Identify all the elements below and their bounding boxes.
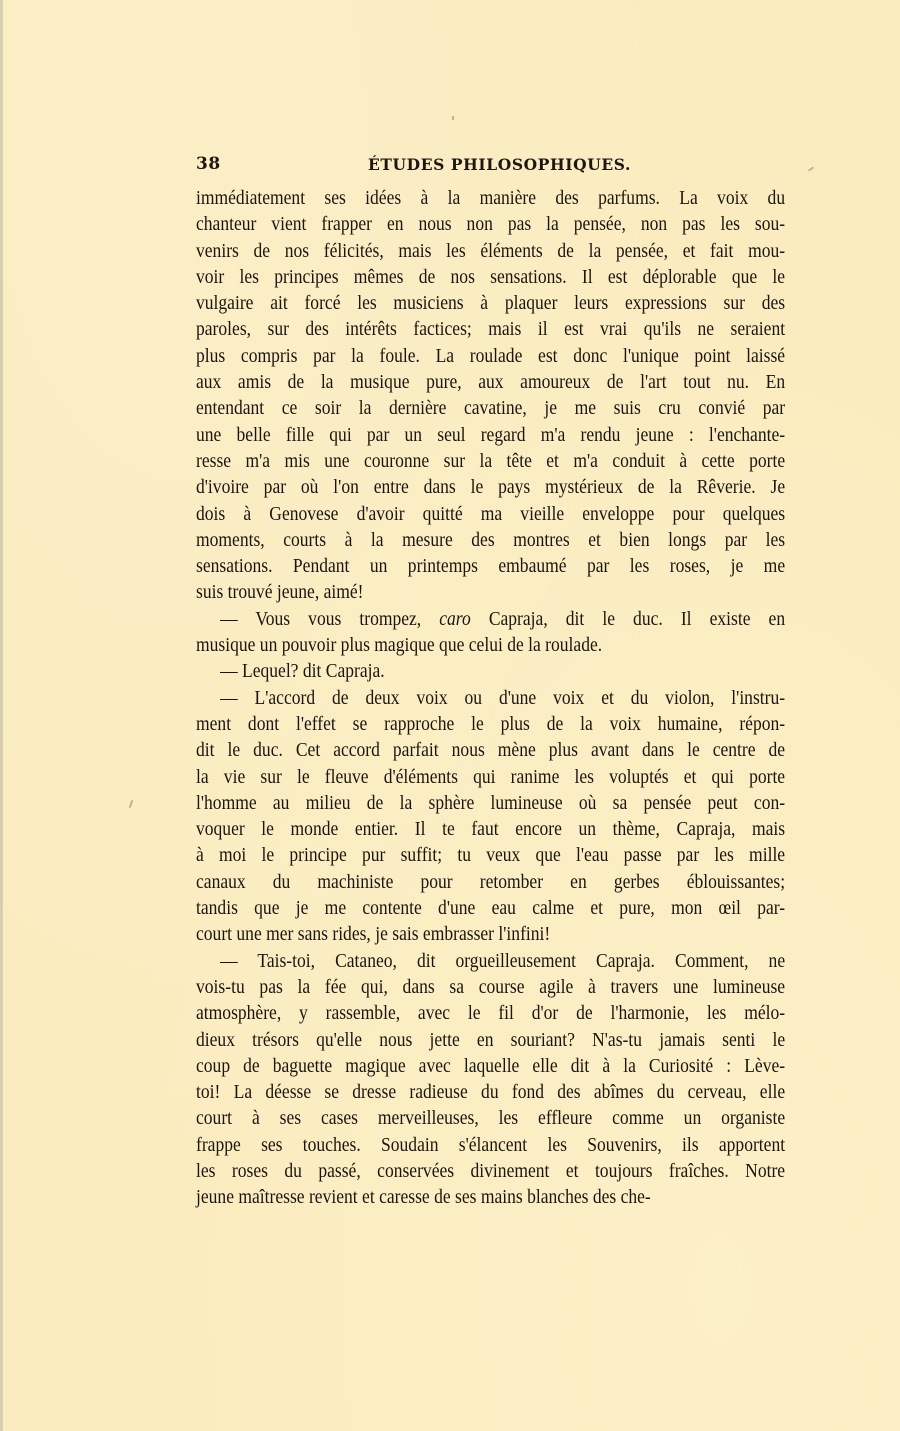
- paragraph: [196, 185, 785, 606]
- paper-speck: [452, 116, 454, 120]
- text-line: voquer le monde entier. Il te faut encore un thème, Capraja, mais: [196, 818, 786, 841]
- text-line: paroles, sur des intérêts factices; mais il est vrai qu'ils ne seraient: [196, 318, 786, 341]
- text-line: d'ivoire par où l'on entre dans le pays mystérieux de la Rêverie. Je: [196, 476, 786, 499]
- text-line: canaux du machiniste pour retomber en gerbes éblouissantes;: [196, 870, 786, 893]
- text-line: — L'accord de deux voix ou d'une voix et du violon, l'instru-: [220, 686, 786, 709]
- italic-word: caro: [439, 607, 471, 630]
- text-line: — Lequel? dit Capraja.: [220, 660, 385, 683]
- running-title: ÉTUDES PHILOSOPHIQUES.: [368, 155, 631, 174]
- text-line: court une mer sans rides, je sais embrasser l'infini!: [196, 923, 551, 946]
- paper-speck: [129, 800, 134, 808]
- text-run: — Vous vous trompez,: [220, 607, 440, 630]
- text-line: les roses du passé, conservées divinement et toujours fraîches. Notre: [196, 1159, 786, 1182]
- text-line: l'homme au milieu de la sphère lumineuse où sa pensée peut con-: [196, 791, 786, 814]
- text-line: [196, 606, 785, 632]
- page-edge: [0, 0, 3, 1431]
- text-line: — Tais-toi, Cataneo, dit orgueilleusement Capraja. Comment, ne: [220, 949, 786, 972]
- text-line: coup de baguette magique avec laquelle elle dit à la Curiosité : Lève-: [196, 1054, 786, 1077]
- paper-speck: [808, 166, 814, 171]
- text-line: chanteur vient frapper en nous non pas la pensée, non pas les sou-: [196, 213, 786, 236]
- text-line: jeune maîtresse revient et caresse de ses mains blanches des che-: [196, 1186, 651, 1209]
- text-line: dit le duc. Cet accord parfait nous mène plus avant dans le centre de: [196, 739, 786, 762]
- text-line: dois à Genovese d'avoir quitté ma vieille enveloppe pour quelques: [196, 502, 786, 525]
- paragraph: [196, 948, 785, 1211]
- page-header: [196, 154, 783, 178]
- text-run: Capraja, dit le duc. Il existe en: [470, 607, 786, 630]
- text-line: une belle fille qui par un seul regard m'a rendu jeune : l'enchante-: [196, 423, 786, 446]
- text-line: resse m'a mis une couronne sur la tête et m'a conduit à cette porte: [196, 449, 786, 472]
- text-line: plus compris par la foule. La roulade est donc l'unique point laissé: [196, 344, 786, 367]
- text-line: immédiatement ses idées à la manière des parfums. La voix du: [196, 187, 786, 209]
- text-line: vulgaire ait forcé les musiciens à plaquer leurs expressions sur des: [196, 292, 786, 315]
- text-line: ment dont l'effet se rapproche le plus de la voix humaine, répon-: [196, 712, 786, 735]
- text-line: vois-tu pas la fée qui, dans sa course agile à travers une lumineuse: [196, 975, 786, 998]
- paragraph: [196, 606, 785, 659]
- paragraph: [196, 685, 785, 948]
- text-line: musique un pouvoir plus magique que celui de la roulade.: [196, 634, 603, 657]
- text-line: toi! La déesse se dresse radieuse du fond des abîmes du cerveau, elle: [196, 1081, 786, 1104]
- page-number: 38: [196, 154, 221, 174]
- text-line: moments, courts à la mesure des montres et bien longs par les: [196, 528, 786, 551]
- text-line: voir les principes mêmes de nos sensations. Il est déplorable que le: [196, 265, 786, 288]
- text-line: court à ses cases merveilleuses, les effleure comme un organiste: [196, 1107, 786, 1130]
- text-line: atmosphère, y rassemble, avec le fil d'or de l'harmonie, les mélo-: [196, 1002, 786, 1025]
- text-line: entendant ce soir la dernière cavatine, je me suis cru convié par: [196, 397, 786, 420]
- text-line: frappe ses touches. Soudain s'élancent les Souvenirs, ils apportent: [196, 1133, 786, 1156]
- body-text: [196, 185, 785, 1211]
- paragraph: [196, 658, 785, 684]
- text-line: tandis que je me contente d'une eau calme et pure, mon œil par-: [196, 897, 786, 920]
- text-line: suis trouvé jeune, aimé!: [196, 581, 364, 604]
- text-line: venirs de nos félicités, mais les éléments de la pensée, et fait mou-: [196, 239, 786, 262]
- text-line: à moi le principe pur suffit; tu veux que l'eau passe par les mille: [196, 844, 786, 867]
- text-line: sensations. Pendant un printemps embaumé par les roses, je me: [196, 555, 786, 578]
- text-line: dieux trésors qu'elle nous jette en souriant? N'as-tu jamais senti le: [196, 1028, 786, 1051]
- text-line: aux amis de la musique pure, aux amoureux de l'art tout nu. En: [196, 371, 786, 394]
- text-line: la vie sur le fleuve d'éléments qui ranime les voluptés et qui porte: [196, 765, 786, 788]
